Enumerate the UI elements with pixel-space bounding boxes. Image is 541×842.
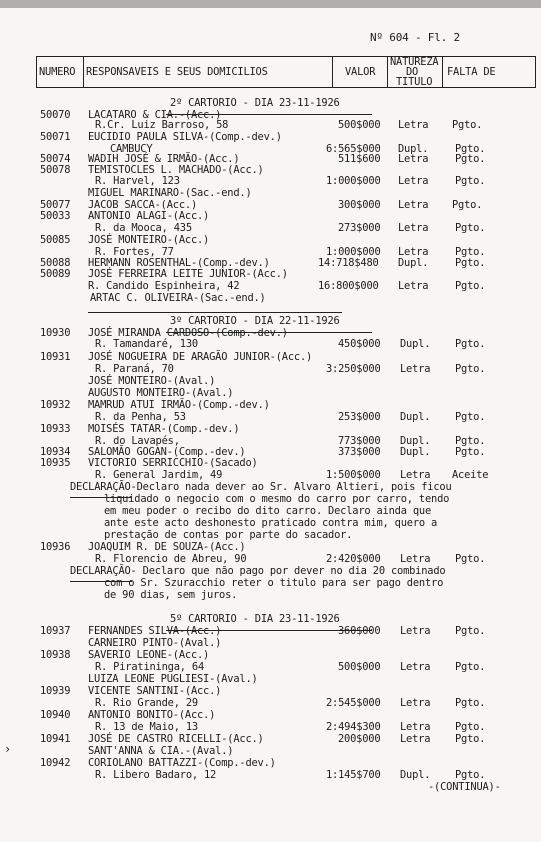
ledger-text: 6:565$000	[326, 143, 381, 155]
ledger-text: R. do Lavapés,	[95, 435, 180, 447]
ledger-text: Letra	[398, 153, 429, 165]
ledger-text: Pgto.	[455, 411, 486, 423]
ledger-text: MOISÉS TATAR-(Comp.-dev.)	[88, 423, 240, 435]
ledger-text: R. Piratininga, 64	[95, 661, 205, 673]
header-natureza-l2: DO	[406, 66, 419, 78]
ledger-text: Letra	[398, 199, 429, 211]
ledger-text: 3:250$000	[326, 363, 381, 375]
margin-arrow-mark: ›	[4, 742, 12, 756]
ledger-text: ARTAC C. OLIVEIRA-(Sac.-end.)	[90, 292, 266, 304]
ledger-text: Letra	[400, 733, 431, 745]
ledger-text: JOSÉ DE CASTRO RICELLI-(Acc.)	[88, 733, 264, 745]
ledger-text: WADIH JOSÉ & IRMÃO-(Acc.)	[88, 153, 240, 165]
ledger-text: 500$000	[338, 661, 381, 673]
ledger-text: 14:718$480	[318, 257, 379, 269]
ledger-text: JACOB SACCA-(Acc.)	[88, 199, 198, 211]
ledger-text: Letra	[400, 469, 431, 481]
ledger-text: SALOMÃO GOGAN-(Comp.-dev.)	[88, 446, 246, 458]
page-reference: Nº 604 - Fl. 2	[370, 31, 460, 44]
ledger-text: R. Fortes, 77	[95, 246, 174, 258]
ledger-text: ANTONIO BONITO-(Acc.)	[88, 709, 216, 721]
section-rule-2	[88, 312, 342, 313]
ledger-text: R. da Mooca, 435	[95, 222, 192, 234]
ledger-text: JOSÉ MONTEIRO-(Aval.)	[88, 375, 216, 387]
ledger-text: Pgto.	[455, 697, 486, 709]
ledger-text: ANTONIO ALAGI-(Acc.)	[88, 210, 210, 222]
header-valor-cell	[333, 57, 388, 87]
ledger-text: VICTORIO SERRICCHIO-(Sacado)	[88, 457, 258, 469]
ledger-text: DECLARAÇÃO- Declaro que não pago por dever no dia 20 combinado	[70, 565, 446, 577]
ledger-text: Pgto.	[455, 661, 486, 673]
ledger-text: 10938	[40, 649, 71, 661]
ledger-text: R. Rio Grande, 29	[95, 697, 198, 709]
ledger-text: Pgto.	[455, 153, 486, 165]
ledger-text: ante este acto deshonesto praticado contra mim, quero a	[104, 517, 438, 529]
ledger-text: 10931	[40, 351, 71, 363]
ledger-text: -(CONTINUA)-	[428, 781, 501, 793]
ledger-text: Letra	[398, 280, 429, 292]
ledger-text: MAMRUD ATUI IRMÃO-(Comp.-dev.)	[88, 399, 270, 411]
ledger-text: Pgto.	[455, 338, 486, 350]
ledger-text: 2:420$000	[326, 553, 381, 565]
ledger-text: R. Libero Badaro, 12	[95, 769, 217, 781]
ledger-text: 2:494$300	[326, 721, 381, 733]
ledger-text: JOSÉ NOGUEIRA DE ARAGÃO JUNIOR-(Acc.)	[88, 351, 313, 363]
ledger-text: Pgto.	[455, 721, 486, 733]
ledger-text: Letra	[398, 222, 429, 234]
ledger-text: Pgto.	[455, 280, 486, 292]
ledger-text: DECLARAÇÃO-Declaro nada dever ao Sr. Alvaro Altieri, pois ficou	[70, 481, 452, 493]
header-natureza-cell	[388, 57, 443, 87]
ledger-text: Pgto.	[455, 435, 486, 447]
ledger-text: LUIZA LEONE PUGLIESI-(Aval.)	[88, 673, 258, 685]
ledger-text: 10937	[40, 625, 71, 637]
ledger-text: 500$000	[338, 119, 381, 131]
ledger-text: Pgto.	[452, 199, 483, 211]
ledger-text: Pgto.	[455, 175, 486, 187]
ledger-text: EUCIDIO PAULA SILVA-(Comp.-dev.)	[88, 131, 282, 143]
ledger-text: JOSÉ MONTEIRO-(Acc.)	[88, 234, 210, 246]
ledger-text: 50033	[40, 210, 71, 222]
ledger-text: 1:500$000	[326, 469, 381, 481]
ledger-text: CARNEIRO PINTO-(Aval.)	[88, 637, 222, 649]
ledger-text: JOAQUIM R. DE SOUZA-(Acc.)	[88, 541, 246, 553]
ledger-text: R.Cr. Luiz Barroso, 58	[95, 119, 229, 131]
ledger-text: 1:000$000	[326, 175, 381, 187]
ledger-text: Pgto.	[452, 119, 483, 131]
ledger-text: R. Harvel, 123	[95, 175, 180, 187]
ledger-text: CORIOLANO BATTAZZI-(Comp.-dev.)	[88, 757, 276, 769]
ledger-text: Letra	[398, 175, 429, 187]
table-header	[36, 56, 536, 88]
ledger-text: 10940	[40, 709, 71, 721]
ledger-text: 2º CARTORIO - DIA 23-11-1926	[170, 97, 340, 109]
ledger-text: 50088	[40, 257, 71, 269]
ledger-text: Dupl.	[398, 257, 429, 269]
header-responsaveis-cell	[84, 57, 333, 87]
ledger-text: R. Candido Espinheira, 42	[88, 280, 240, 292]
ledger-text: Letra	[400, 553, 431, 565]
ledger-text: Dupl.	[400, 338, 431, 350]
ledger-text: AUGUSTO MONTEIRO-(Aval.)	[88, 387, 234, 399]
header-valor: VALOR	[345, 66, 376, 78]
ledger-text: R. 13 de Maio, 13	[95, 721, 198, 733]
ledger-text: Letra	[400, 363, 431, 375]
ledger-text: R. General Jardim, 49	[95, 469, 223, 481]
header-responsaveis: RESPONSAVEIS E SEUS DOMICILIOS	[86, 66, 268, 78]
ledger-text: de 90 dias, sem juros.	[104, 589, 238, 601]
ledger-text: SAVERIO LEONE-(Acc.)	[88, 649, 210, 661]
ledger-text: Pgto.	[455, 625, 486, 637]
ledger-text: Pgto.	[455, 363, 486, 375]
ledger-text: Letra	[398, 119, 429, 131]
ledger-text: HERMANN ROSENTHAL-(Comp.-dev.)	[88, 257, 270, 269]
ledger-text: 10936	[40, 541, 71, 553]
ledger-text: Dupl.	[398, 143, 429, 155]
ledger-text: Pgto.	[455, 222, 486, 234]
ledger-text: 50074	[40, 153, 71, 165]
ledger-text: 1:000$000	[326, 246, 381, 258]
ledger-text: em meu poder o recibo do dito carro. Declaro ainda que	[104, 505, 432, 517]
ledger-text: 360$000	[338, 625, 381, 637]
ledger-text: 10933	[40, 423, 71, 435]
scan-edge	[0, 0, 541, 8]
ledger-text: Letra	[398, 246, 429, 258]
ledger-text: 10941	[40, 733, 71, 745]
ledger-text: FERNANDES SILVA-(Acc.)	[88, 625, 222, 637]
ledger-text: 2:545$000	[326, 697, 381, 709]
ledger-text: 50070	[40, 109, 71, 121]
ledger-text: Letra	[400, 625, 431, 637]
ledger-text: Pgto.	[455, 143, 486, 155]
ledger-text: 50078	[40, 164, 71, 176]
header-falta: FALTA DE	[447, 66, 496, 78]
ledger-text: R. Florencio de Abreu, 90	[95, 553, 247, 565]
header-natureza-l3: TITULO	[396, 76, 433, 88]
ledger-text: 16:800$000	[318, 280, 379, 292]
ledger-text: Letra	[400, 661, 431, 673]
ledger-text: 50085	[40, 234, 71, 246]
ledger-text: JOSÉ FERREIRA LEITE JUNIOR-(Acc.)	[88, 268, 288, 280]
ledger-text: com o Sr. Szuracchio reter o titulo para ser pago dentro	[104, 577, 444, 589]
ledger-text: Pgto.	[455, 553, 486, 565]
ledger-text: 200$000	[338, 733, 381, 745]
ledger-text: 450$000	[338, 338, 381, 350]
ledger-text: prestação de contas por parte do sacador.	[104, 529, 353, 541]
ledger-text: 10939	[40, 685, 71, 697]
ledger-text: liquidado o negocio com o mesmo do carro por carro, tendo	[104, 493, 450, 505]
ledger-text: 10942	[40, 757, 71, 769]
ledger-text: Letra	[400, 721, 431, 733]
ledger-text: 10932	[40, 399, 71, 411]
ledger-text: Aceite	[452, 469, 489, 481]
header-numero: NUMERO	[39, 66, 76, 78]
ledger-text: Pgto.	[455, 257, 486, 269]
ledger-text: 373$000	[338, 446, 381, 458]
ledger-text: 5º CARTORIO - DIA 23-11-1926	[170, 613, 340, 625]
ledger-text: Dupl.	[400, 411, 431, 423]
ledger-text: JOSÉ MIRANDA CARDOSO-(Comp.-dev.)	[88, 327, 288, 339]
header-falta-cell	[443, 57, 533, 87]
ledger-text: R. da Penha, 53	[95, 411, 186, 423]
ledger-text: 273$000	[338, 222, 381, 234]
ledger-text: MIGUEL MARINARO-(Sac.-end.)	[88, 187, 252, 199]
ledger-text: Pgto.	[455, 246, 486, 258]
ledger-text: Pgto.	[455, 446, 486, 458]
ledger-text: TEMISTOCLES L. MACHADO-(Acc.)	[88, 164, 264, 176]
ledger-text: 773$000	[338, 435, 381, 447]
ledger-text: Pgto.	[455, 769, 486, 781]
ledger-text: LACATARO & CIA.-(Acc.)	[88, 109, 222, 121]
header-natureza-l1: NATUREZA	[390, 56, 439, 68]
ledger-text: 300$000	[338, 199, 381, 211]
ledger-text: 10935	[40, 457, 71, 469]
ledger-text: Pgto.	[455, 733, 486, 745]
ledger-text: Dupl.	[400, 769, 431, 781]
ledger-text: 511$600	[338, 153, 381, 165]
ledger-text: 50089	[40, 268, 71, 280]
ledger-text: Dupl.	[400, 446, 431, 458]
ledger-text: Dupl.	[400, 435, 431, 447]
ledger-text: CAMBUCY	[110, 143, 153, 155]
ledger-text: 3º CARTORIO - DIA 22-11-1926	[170, 315, 340, 327]
ledger-text: VICENTE SANTINI-(Acc.)	[88, 685, 222, 697]
ledger-text: 10930	[40, 327, 71, 339]
ledger-text: R. Paraná, 70	[95, 363, 174, 375]
ledger-text: Letra	[400, 697, 431, 709]
ledger-text: 1:145$700	[326, 769, 381, 781]
ledger-text: 50071	[40, 131, 71, 143]
ledger-text: SANT'ANNA & CIA.-(Aval.)	[88, 745, 234, 757]
ledger-text: 10934	[40, 446, 71, 458]
header-numero-cell	[37, 57, 84, 87]
ledger-text: R. Tamandaré, 130	[95, 338, 198, 350]
ledger-text: 50077	[40, 199, 71, 211]
ledger-text: 253$000	[338, 411, 381, 423]
